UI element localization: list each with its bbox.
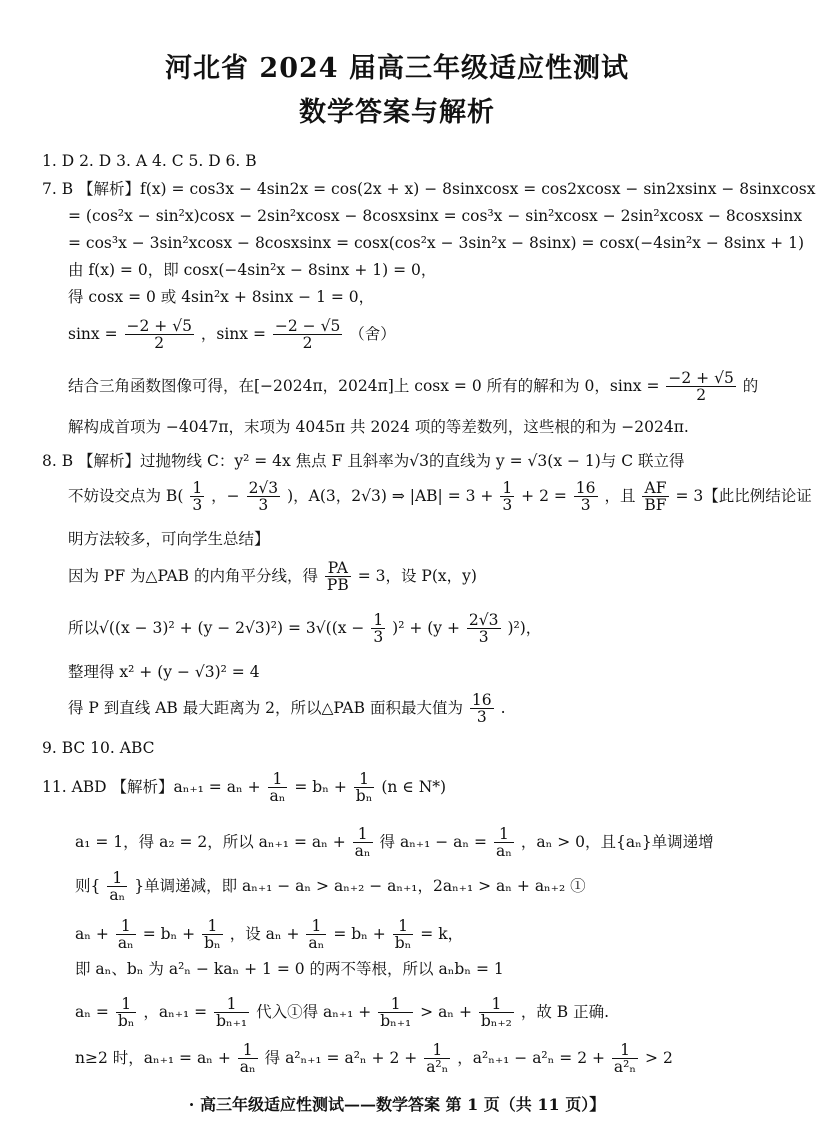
q11-solution-line-5: 即 aₙ、bₙ 为 a²ₙ − kaₙ + 1 = 0 的两不等根，所以 aₙbₙ = 1 [75,960,504,978]
q7-solution-line-8: 解构成首项为 −4047π，末项为 4045π 共 2024 项的等差数列，这些根的和为 −2024π. [68,418,689,436]
fraction: $\frac{PA}{PB}$ [326,559,349,595]
fraction: $\frac{2√3}{3}$ [468,611,499,647]
q7-solution-line-2: = (cos²x − sin²x)cosx − 2sin²xcosx − 8cosxsinx = cos³x − sin²xcosx − 2sin²xcosx − 8cosxsinx [68,207,803,225]
fraction: $\frac{16}{3}$ [471,691,492,727]
fraction: $\frac{2√3}{3}$ [248,479,279,515]
q7-solution-line-7: 结合三角函数图像可得，在[−2024π，2024π]上 cosx = 0 所有的解和为 0，sinx = $\frac{-2 + √5}{2}$ 的 [68,369,759,405]
fraction: $\frac{1}{3}$ [192,479,203,515]
q8-solution-line-5: 所以√((x − 3)² + (y − 2√3)²) = 3√((x − $\frac{1}{3}$ )² + (y + $\frac{2√3}{3}$ )²)， [68,611,542,647]
document-title: 河北省 2024 届高三年级适应性测试 [165,53,629,84]
q7-solution-line-5: 得 cosx = 0 或 4sin²x + 8sinx − 1 = 0， [68,288,375,306]
fraction: $\frac{-2 - √5}{2}$ [274,317,341,353]
q8-solution-line-4: 因为 PF 为△PAB 的内角平分线，得 $\frac{PA}{PB}$ = 3，设 P(x，y) [68,559,477,595]
page-footer: · 高三年级适应性测试——数学答案 第 1 页（共 11 页）】 [188,1095,606,1114]
q7-solution-line-3: = cos³x − 3sin²xcosx − 8cosxsinx = cosx(cos²x − 3sin²x − 8sinx) = cosx(−4sin²x − 8sinx + 1) [68,234,804,252]
q11-solution-line-7: n≥2 时，aₙ₊₁ = aₙ + $\frac{1}{\text{aₙ}}$ 得 a²ₙ₊₁ = a²ₙ + 2 + $\frac{1}{\text{a²ₙ}}$ ，a²ₙ₊₁ − a²ₙ = 2 + $\frac{1}{\text{a²ₙ}}$ > 2 [75,1041,673,1077]
q7-solution-line-1: 7. B 【解析】f(x) = cos3x − 4sin2x = cos(2x + x) − 8sinxcosx = cos2xcosx − sin2xsinx − 8sinxcosx [42,180,816,198]
fraction: $\frac{1}{\text{aₙ}}$ [239,1041,256,1077]
fraction: $\frac{1}{\text{aₙ}}$ [269,770,286,806]
q11-solution-line-1: 11. ABD 【解析】aₙ₊₁ = aₙ + $\frac{1}{\text{aₙ}}$ = bₙ + $\frac{1}{\text{bₙ}}$ (n ∈ N*) [42,770,447,806]
q8-solution-line-1: 8. B 【解析】过抛物线 C：y² = 4x 焦点 F 且斜率为√3的直线为 y = √3(x − 1)与 C 联立得 [42,452,685,470]
q11-solution-line-4: aₙ + $\frac{1}{\text{aₙ}}$ = bₙ + $\frac{1}{\text{bₙ}}$ ，设 aₙ + $\frac{1}{\text{aₙ}}$ = bₙ + $\frac{1}{\text{bₙ}}$ = k， [75,917,464,953]
answers-9-10: 9. BC 10. ABC [42,739,155,757]
fraction: $\frac{1}{\text{bₙ₊₁}}$ [216,995,248,1031]
q11-solution-line-2: a₁ = 1，得 a₂ = 2，所以 aₙ₊₁ = aₙ + $\frac{1}{\text{aₙ}}$ 得 aₙ₊₁ − aₙ = $\frac{1}{\text{aₙ}}$ ，aₙ > 0，且{aₙ}单调递增 [75,825,714,861]
fraction: $\frac{1}{\text{bₙ}}$ [204,917,221,953]
q8-solution-line-3: 明方法较多，可向学生总结】 [68,530,270,548]
fraction: $\frac{AF}{BF}$ [644,479,667,515]
q11-solution-line-3: 则{ $\frac{1}{\text{aₙ}}$ }单调递减，即 aₙ₊₁ − aₙ > aₙ₊₂ − aₙ₊₁，2aₙ₊₁ > aₙ + aₙ₊₂ ① [75,869,586,905]
fraction: $\frac{1}{\text{aₙ}}$ [109,869,126,905]
q8-solution-line-6: 整理得 x² + (y − √3)² = 4 [68,663,260,681]
fraction: $\frac{1}{\text{bₙ}}$ [394,917,412,953]
fraction: $\frac{-2 + √5}{2}$ [126,317,192,353]
fraction: $\frac{16}{3}$ [575,479,596,515]
fraction: $\frac{1}{\text{bₙ}}$ [117,995,135,1031]
fraction: $\frac{1}{3}$ [373,611,384,647]
fraction: $\frac{1}{\text{bₙ₊₁}}$ [380,995,412,1031]
fraction: $\frac{1}{\text{aₙ}}$ [308,917,325,953]
q11-solution-line-6: aₙ = $\frac{1}{\text{bₙ}}$ ，aₙ₊₁ = $\frac{1}{\text{bₙ₊₁}}$ 代入①得 aₙ₊₁ + $\frac{1}{\text{bₙ₊₁}}$ > aₙ + $\frac{1}{\text{bₙ₊₂}}$ ，故 B 正确. [75,995,610,1031]
fraction: $\frac{1}{\text{bₙ}}$ [355,770,373,806]
answers-1-6: 1. D 2. D 3. A 4. C 5. D 6. B [42,152,257,170]
fraction: $\frac{1}{\text{aₙ}}$ [354,825,371,861]
fraction: $\frac{1}{3}$ [502,479,513,515]
fraction: $\frac{1}{\text{a²ₙ}}$ [613,1041,637,1077]
fraction: $\frac{1}{\text{bₙ₊₂}}$ [480,995,512,1031]
document-subtitle: 数学答案与解析 [299,97,495,128]
fraction: $\frac{1}{\text{aₙ}}$ [495,825,512,861]
fraction: $\frac{1}{\text{aₙ}}$ [117,917,134,953]
q7-solution-line-4: 由 f(x) = 0，即 cosx(−4sin²x − 8sinx + 1) = 0， [68,261,437,279]
fraction: $\frac{1}{\text{a²ₙ}}$ [426,1041,449,1077]
q7-solution-line-6: sinx = $\frac{-2 + √5}{2}$ ，sinx = $\frac{-2 - √5}{2}$ （舍） [68,317,396,353]
q8-solution-line-7: 得 P 到直线 AB 最大距离为 2，所以△PAB 面积最大值为 $\frac{16}{3}$ . [68,691,506,727]
fraction: $\frac{-2 + √5}{2}$ [668,369,734,405]
q8-solution-line-2: 不妨设交点为 B( $\frac{1}{3}$ ，− $\frac{2√3}{3}$ )，A(3，2√3) ⇒ |AB| = 3 + $\frac{1}{3}$ + 2 = $\frac{16}{3}$ ，且 $\frac{AF}{BF}$ = 3【此比例结论证 [68,479,812,515]
